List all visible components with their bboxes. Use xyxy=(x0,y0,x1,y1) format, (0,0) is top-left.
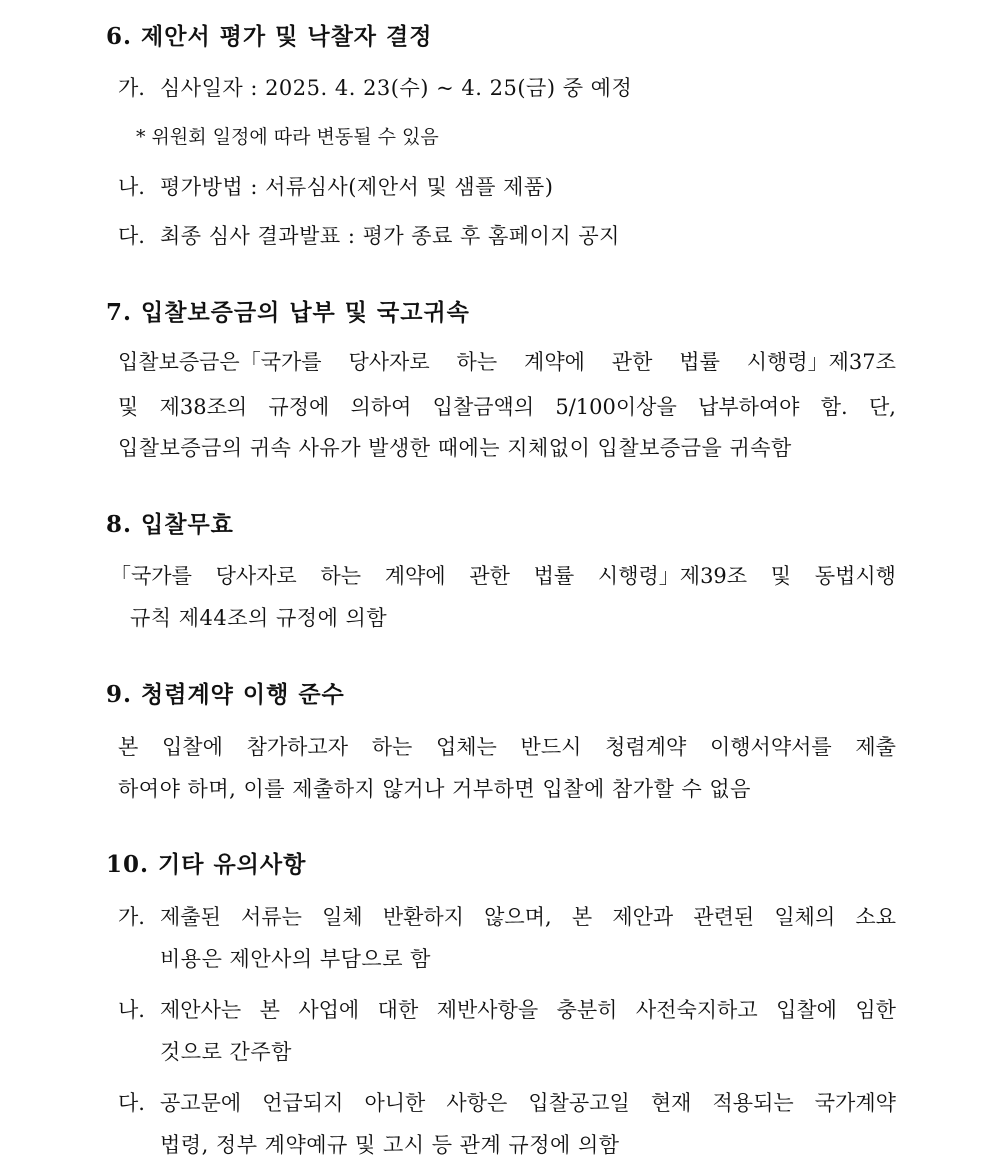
section-6-item-c-marker: 다. xyxy=(118,224,145,248)
word: 5/100이상을 xyxy=(555,395,677,419)
word: 청렴계약 xyxy=(605,735,687,759)
section-7-line-2 xyxy=(118,391,896,421)
word: 공고문에 xyxy=(160,1091,242,1115)
section-8-heading: 8. 입찰무효 xyxy=(106,511,234,538)
word: 당사자로 xyxy=(215,564,297,588)
word: 현재 xyxy=(650,1091,692,1115)
section-10-heading: 10. 기타 유의사항 xyxy=(106,851,307,878)
word: 입찰에 xyxy=(162,735,223,759)
word: 관한 xyxy=(469,564,510,588)
word: 제출 xyxy=(855,735,896,759)
word: 소요 xyxy=(855,905,896,929)
word: 관한 xyxy=(611,350,653,374)
section-10-item-c-marker: 다. xyxy=(118,1091,145,1115)
word: 입찰보증금은「국가를 xyxy=(118,350,322,374)
word: 임한 xyxy=(855,998,896,1022)
word: 대한 xyxy=(377,998,419,1022)
word: 「국가를 xyxy=(110,564,192,588)
section-10-item-b-line-2: 것으로 간주함 xyxy=(160,1040,292,1064)
word: 하는 xyxy=(456,350,498,374)
word: 계약에 xyxy=(384,564,446,588)
word: 본 xyxy=(118,735,139,759)
word: 관련된 xyxy=(693,905,755,929)
section-10-item-c-line-1 xyxy=(160,1087,896,1117)
word: 규정에 xyxy=(268,395,330,419)
word: 입찰공고일 xyxy=(528,1091,630,1115)
word: 이행서약서를 xyxy=(709,735,832,759)
section-9-heading: 9. 청렴계약 이행 준수 xyxy=(106,681,345,708)
word: 입찰에 xyxy=(776,998,837,1022)
word: 않으며, xyxy=(484,905,552,929)
word: 제출된 xyxy=(160,905,221,929)
section-10-item-a-marker: 가. xyxy=(118,905,145,929)
word: 하는 xyxy=(320,564,362,588)
section-7-heading: 7. 입찰보증금의 납부 및 국고귀속 xyxy=(106,299,470,326)
word: 제38조의 xyxy=(159,395,248,419)
word: 입찰금액의 xyxy=(432,395,535,419)
section-7-line-3: 입찰보증금의 귀속 사유가 발생한 때에는 지체없이 입찰보증금을 귀속함 xyxy=(118,436,792,460)
section-9-line-1 xyxy=(118,731,896,761)
word: 반드시 xyxy=(520,735,582,759)
section-9-line-2: 하여야 하며, 이를 제출하지 않거나 거부하면 입찰에 참가할 수 없음 xyxy=(118,777,751,801)
section-6-item-a-marker: 가. xyxy=(118,76,145,100)
word: 아니한 xyxy=(364,1091,426,1115)
word: 법률 xyxy=(533,564,575,588)
section-8-line-1 xyxy=(110,560,896,590)
word: 국가계약 xyxy=(814,1091,896,1115)
word: 사전숙지하고 xyxy=(635,998,758,1022)
word: 언급되지 xyxy=(262,1091,344,1115)
word: 및 xyxy=(118,395,139,419)
word: 일체 xyxy=(322,905,363,929)
word: 반환하지 xyxy=(382,905,464,929)
word: 의하여 xyxy=(350,395,412,419)
word: 시행령」제37조 xyxy=(746,350,896,374)
section-6-heading: 6. 제안서 평가 및 낙찰자 결정 xyxy=(106,23,433,50)
word: 제반사항을 xyxy=(436,998,539,1022)
word: 계약에 xyxy=(524,350,585,374)
word: 제안사는 xyxy=(160,998,242,1022)
word: 법률 xyxy=(679,350,720,374)
word: 당사자로 xyxy=(348,350,430,374)
section-10-item-a-line-2: 비용은 제안사의 부담으로 함 xyxy=(160,947,431,971)
word: 본 xyxy=(571,905,593,929)
word: 하는 xyxy=(371,735,413,759)
section-10-item-c-line-2: 법령, 정부 계약예규 및 고시 등 관계 규정에 의함 xyxy=(160,1133,620,1157)
word: 서류는 xyxy=(241,905,302,929)
section-8-line-2: 규칙 제44조의 규정에 의함 xyxy=(130,606,388,630)
word: 일체의 xyxy=(774,905,836,929)
word: 업체는 xyxy=(435,735,497,759)
section-10-item-b-line-1 xyxy=(160,994,896,1024)
word: 단, xyxy=(868,395,896,419)
word: 본 xyxy=(259,998,280,1022)
section-6-item-b-marker: 나. xyxy=(118,175,145,199)
word: 시행령」제39조 xyxy=(597,564,748,588)
word: 사업에 xyxy=(298,998,360,1022)
section-6-note: * 위원회 일정에 따라 변동될 수 있음 xyxy=(136,126,439,148)
section-7-line-1 xyxy=(118,346,896,376)
section-6-item-c-text: 최종 심사 결과발표 : 평가 종료 후 홈페이지 공지 xyxy=(160,224,620,248)
word: 참가하고자 xyxy=(246,735,348,759)
word: 함. xyxy=(820,395,848,419)
word: 제안과 xyxy=(612,905,674,929)
section-10-item-a-line-1 xyxy=(160,901,896,931)
section-10-item-b-marker: 나. xyxy=(118,998,145,1022)
word: 및 xyxy=(770,564,792,588)
section-6-item-b-text: 평가방법 : 서류심사(제안서 및 샘플 제품) xyxy=(160,175,554,199)
word: 사항은 xyxy=(446,1091,508,1115)
section-6-item-a-text: 심사일자 : 2025. 4. 23(수) ~ 4. 25(금) 중 예정 xyxy=(160,76,633,100)
word: 납부하여야 xyxy=(698,395,800,419)
word: 적용되는 xyxy=(712,1091,794,1115)
word: 충분히 xyxy=(556,998,618,1022)
word: 동법시행 xyxy=(814,564,896,588)
